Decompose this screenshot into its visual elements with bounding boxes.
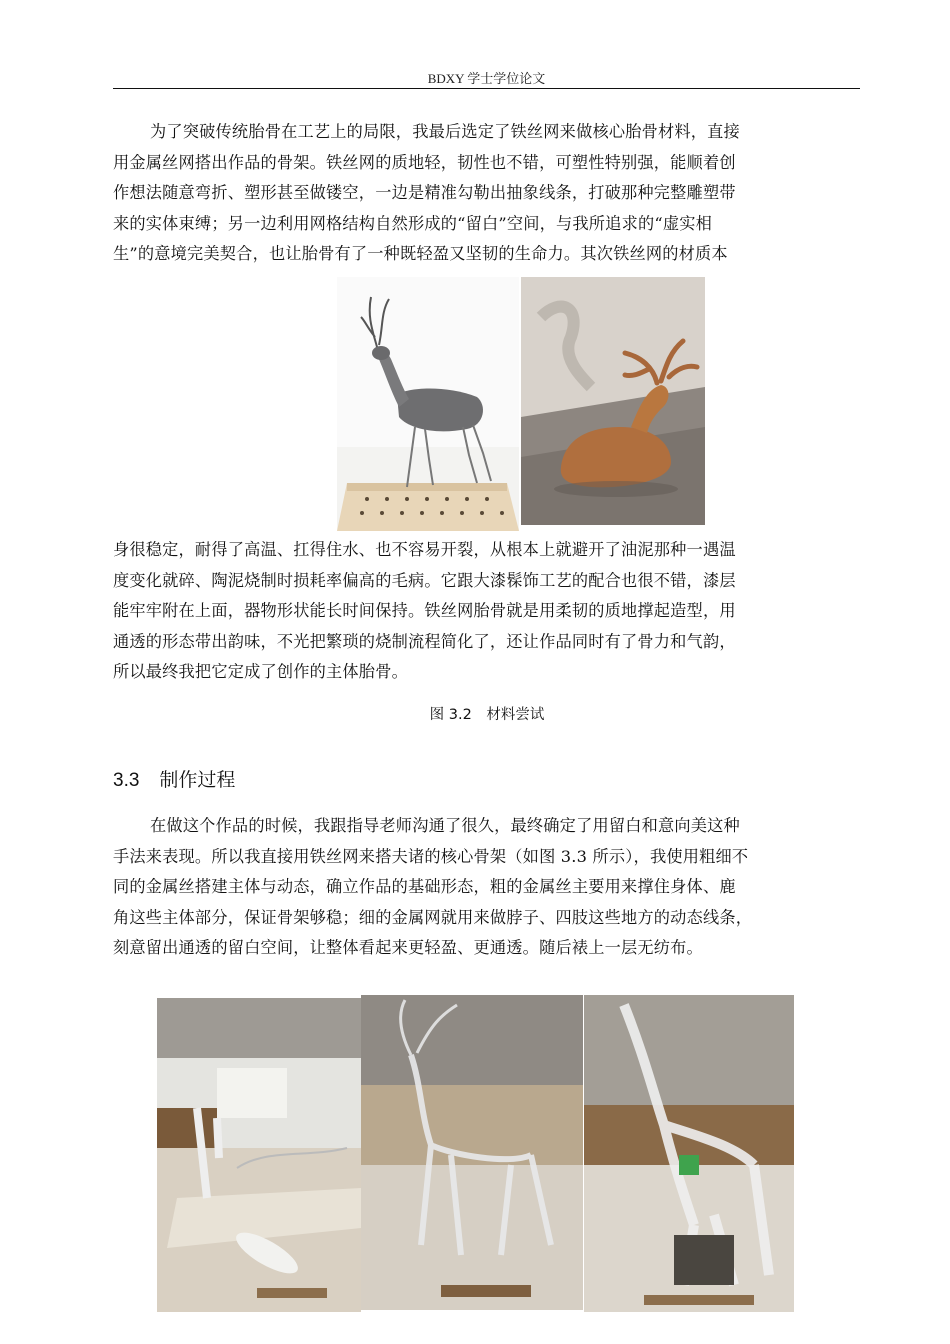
figure-caption: 图 3.2 材料尝试 <box>429 707 545 723</box>
text-line: 在做这个作品的时候，我跟指导老师沟通了很久，最终确定了用留白和意向美这种 <box>150 816 740 835</box>
text-line: 生”的意境完美契合，也让胎骨有了一种既轻盈又坚韧的生命力。其次铁丝网的材质本 <box>113 244 728 264</box>
text-line: 作想法随意弯折、塑形甚至做镂空，一边是精准勾勒出抽象线条，打破那种完整雕塑带 <box>113 183 736 203</box>
photo-clay-deer-model <box>521 277 705 525</box>
text-line: 角这些主体部分，保证骨架够稳；细的金属网就用来做脖子、四肢这些地方的动态线条， <box>113 907 753 927</box>
text-line: 同的金属丝搭建主体与动态，确立作品的基础形态，粗的金属丝主要用来撑住身体、鹿 <box>113 877 736 897</box>
photo-workshop-frame-1 <box>157 998 361 1312</box>
section-number: 3.3 <box>113 770 140 791</box>
section-title: 制作过程 <box>159 769 236 791</box>
text-line: 身很稳定，耐得了高温、扛得住水、也不容易开裂，从根本上就避开了油泥那种一遇温 <box>113 540 736 559</box>
text-line: 为了突破传统胎骨在工艺上的局限，我最后选定了铁丝网来做核心胎骨材料，直接 <box>150 122 740 141</box>
photo-wire-deer-prototype <box>337 277 519 531</box>
paragraph-material-stability <box>113 535 861 688</box>
text-line: 手法来表现。所以我直接用铁丝网来搭夫诸的核心骨架（如图 3.3 所示），我使用粗细不 <box>113 846 749 866</box>
text-line: 用金属丝网搭出作品的骨架。铁丝网的质地轻，韧性也不错，可塑性特别强，能顺着创 <box>113 152 736 172</box>
running-header: BDXY 学士学位论文 <box>427 71 546 86</box>
paragraph-production-process <box>113 811 861 964</box>
section-heading <box>113 765 235 792</box>
photo-workshop-frame-3 <box>584 995 794 1312</box>
text-line: 度变化就碎、陶泥烧制时损耗率偏高的毛病。它跟大漆髹饰工艺的配合也很不错，漆层 <box>113 570 736 590</box>
text-line: 所以最终我把它定成了创作的主体胎骨。 <box>113 662 408 682</box>
text-line: 来的实体束缚；另一边利用网格结构自然形成的“留白”空间，与我所追求的“虚实相 <box>113 213 712 233</box>
text-line: 刻意留出通透的留白空间，让整体看起来更轻盈、更通透。随后裱上一层无纺布。 <box>113 938 703 958</box>
paragraph-material-choice <box>113 117 861 270</box>
text-line: 通透的形态带出韵味，不光把繁琐的烧制流程简化了，还让作品同时有了骨力和气韵， <box>113 631 736 651</box>
photo-workshop-frame-2 <box>361 995 583 1310</box>
header-rule <box>113 88 860 89</box>
text-line: 能牢牢附在上面，器物形状能长时间保持。铁丝网胎骨就是用柔韧的质地撑起造型，用 <box>113 601 736 621</box>
